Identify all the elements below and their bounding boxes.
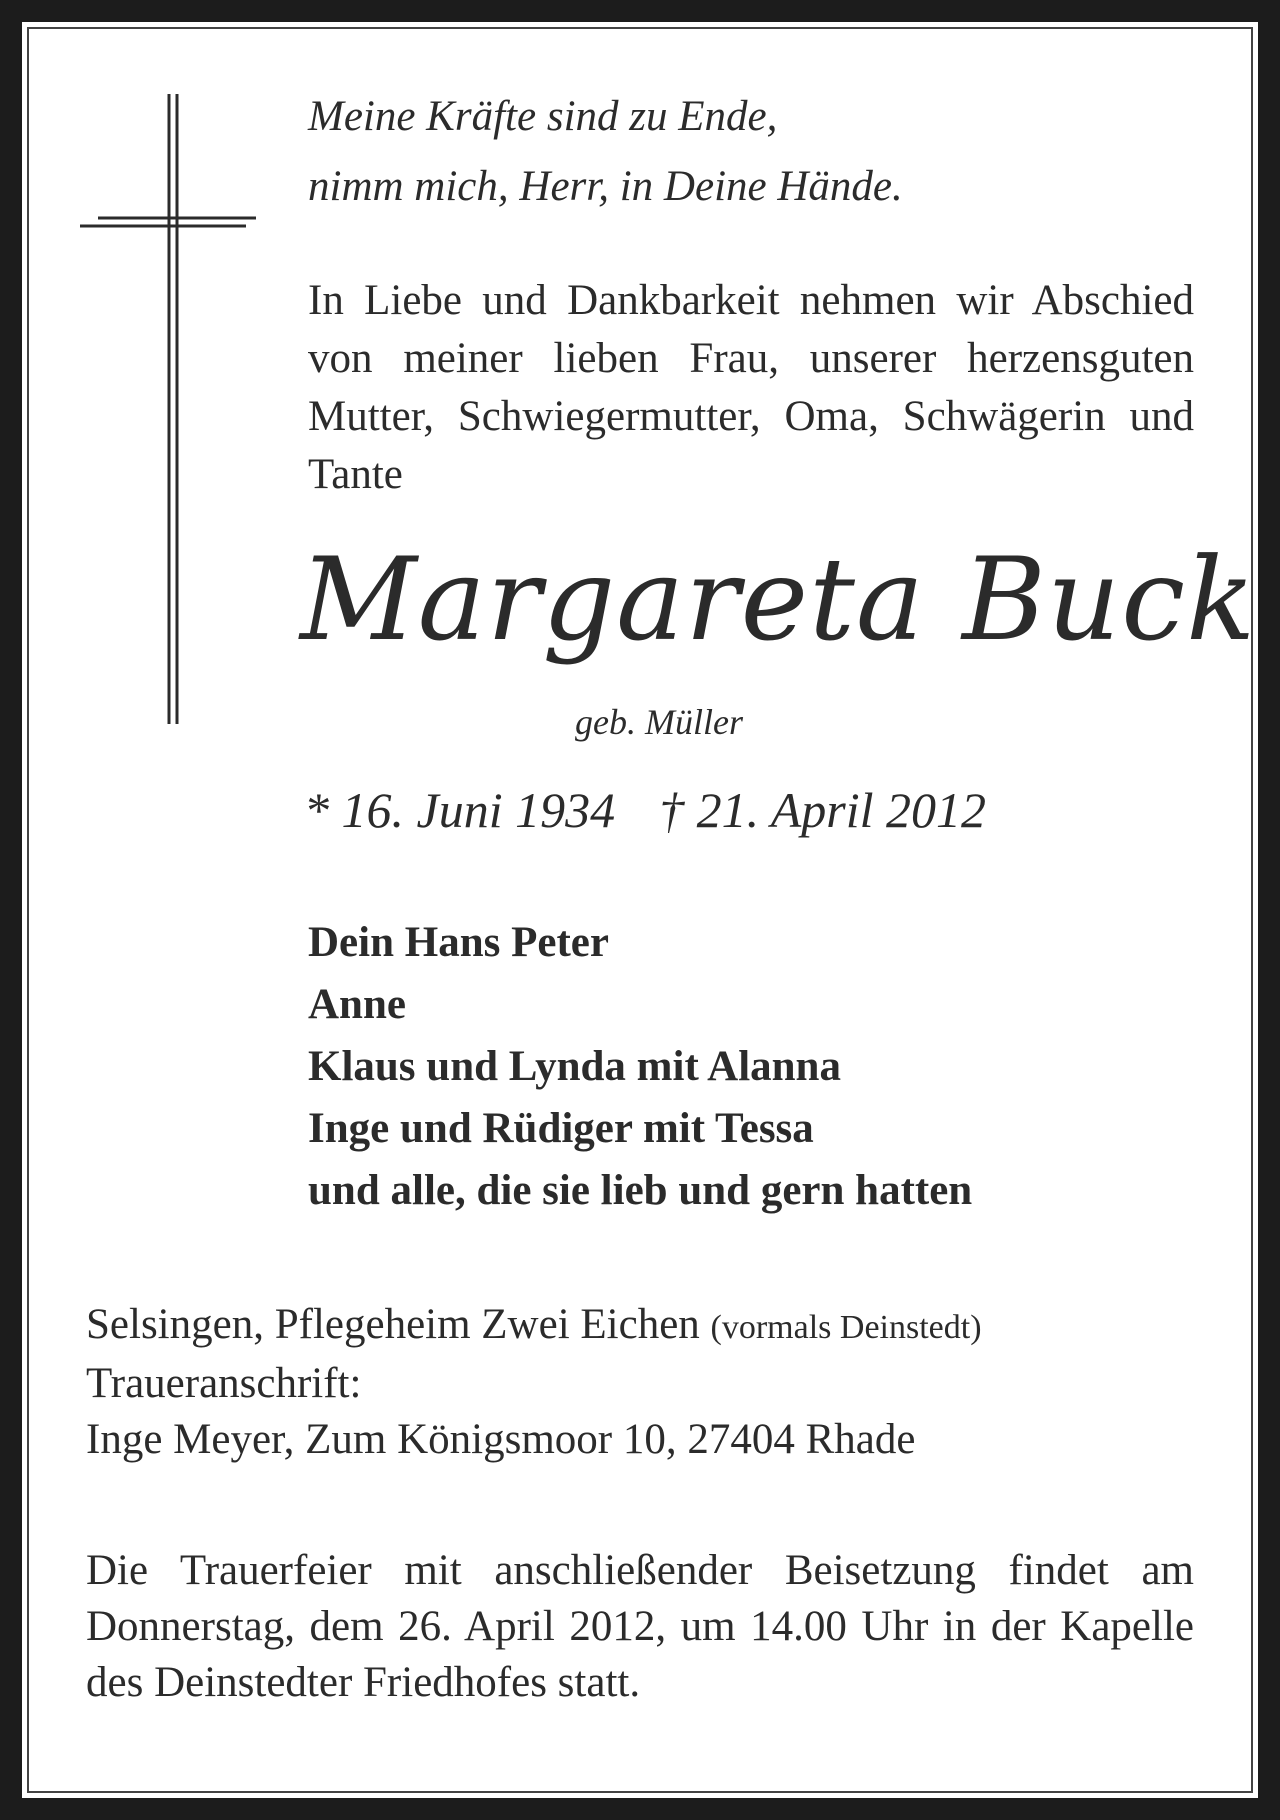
place-note: (vormals Deinstedt) (710, 1309, 982, 1346)
address-label: Traueranschrift: (86, 1360, 362, 1407)
intro-text: In Liebe und Dankbarkeit nehmen wir Abschied von meiner lieben Frau, unserer herzensguten Mutter, Schwiegermutter, Oma, Schwägerin und Tante (308, 277, 1194, 498)
maiden-name: geb. Müller (575, 702, 743, 742)
verse-line: Meine Kräfte sind zu Ende, (308, 93, 778, 140)
deceased-name: Margareta Buck (300, 533, 1257, 666)
address: Inge Meyer, Zum Königsmoor 10, 27404 Rhade (86, 1416, 916, 1463)
family-member: Dein Hans Peter (308, 919, 609, 966)
cross-icon (80, 94, 256, 724)
verse (308, 82, 1208, 222)
death-date: † 21. April 2012 (659, 782, 986, 838)
birth-date: * 16. Juni 1934 (304, 782, 616, 838)
family-member: Inge und Rüdiger mit Tessa (308, 1105, 814, 1152)
ceremony-text: Die Trauerfeier mit anschließender Beisetzung findet am Donnerstag, dem 26. April 2012, um 14.00 Uhr in der Kapelle des Deinstedter Friedhofes statt. (86, 1547, 1194, 1706)
family-list (308, 912, 1208, 1222)
life-dates (304, 778, 1204, 842)
place-and-address (86, 1297, 1206, 1468)
family-member: Anne (308, 981, 406, 1028)
place: Selsingen, Pflegeheim Zwei Eichen (86, 1301, 700, 1348)
place-line (86, 1297, 1206, 1356)
verse-line: nimm mich, Herr, in Deine Hände. (308, 163, 903, 210)
family-member: Klaus und Lynda mit Alanna (308, 1043, 841, 1090)
family-member: und alle, die sie lieb und gern hatten (308, 1167, 973, 1214)
